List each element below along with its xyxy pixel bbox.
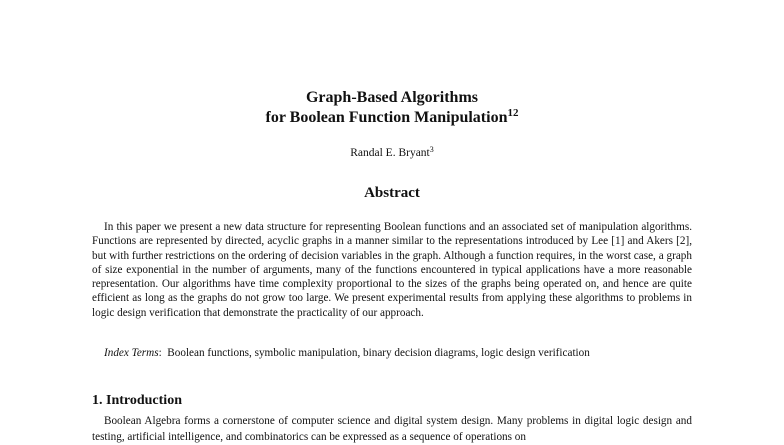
paper-title-line-1: Graph-Based Algorithms bbox=[305, 89, 478, 106]
paper-title-line-2 bbox=[0, 108, 784, 128]
index-terms-text: Boolean functions, symbolic manipulation, binary decision diagrams, logic design verification bbox=[167, 347, 590, 359]
abstract-heading: Abstract bbox=[364, 185, 420, 201]
index-terms-label: Index Terms bbox=[104, 347, 159, 359]
author-line bbox=[0, 146, 784, 160]
section-heading-introduction: 1. Introduction bbox=[92, 393, 182, 408]
introduction-text: Boolean Algebra forms a cornerstone of computer science and digital system design. Many problems in digital logic design and testing, artificial intelligence, and combinatorics can be expressed as a sequence of operations on bbox=[92, 415, 692, 443]
author-name: Randal E. Bryant bbox=[350, 147, 430, 159]
author-footnote-marker: 3 bbox=[429, 145, 434, 154]
index-terms bbox=[92, 346, 692, 360]
title-footnote-marker: 12 bbox=[507, 107, 519, 119]
abstract-text: In this paper we present a new data structure for representing Boolean functions and an associated set of manipulation algorithms. Functions are represented by directed, acyclic graphs in a manner similar to the representations introduced by Lee [1] and Akers [2], but with further restrictions on the ordering of decision variables in the graph. Although a function requires, in the worst case, a graph of size exponential in the number of arguments, many of the functions encountered in typical applications have a more reasonable representation. Our algorithms have time complexity proportional to the sizes of the graphs being operated on, and hence are quite efficient as long as the graphs do not grow too large. We present experimental results from applying these algorithms to problems in logic design verification that demonstrate the practicality of our approach. bbox=[92, 221, 692, 319]
paper-title-line-2-text: for Boolean Function Manipulation bbox=[265, 109, 508, 126]
index-terms-separator: : bbox=[158, 347, 162, 359]
